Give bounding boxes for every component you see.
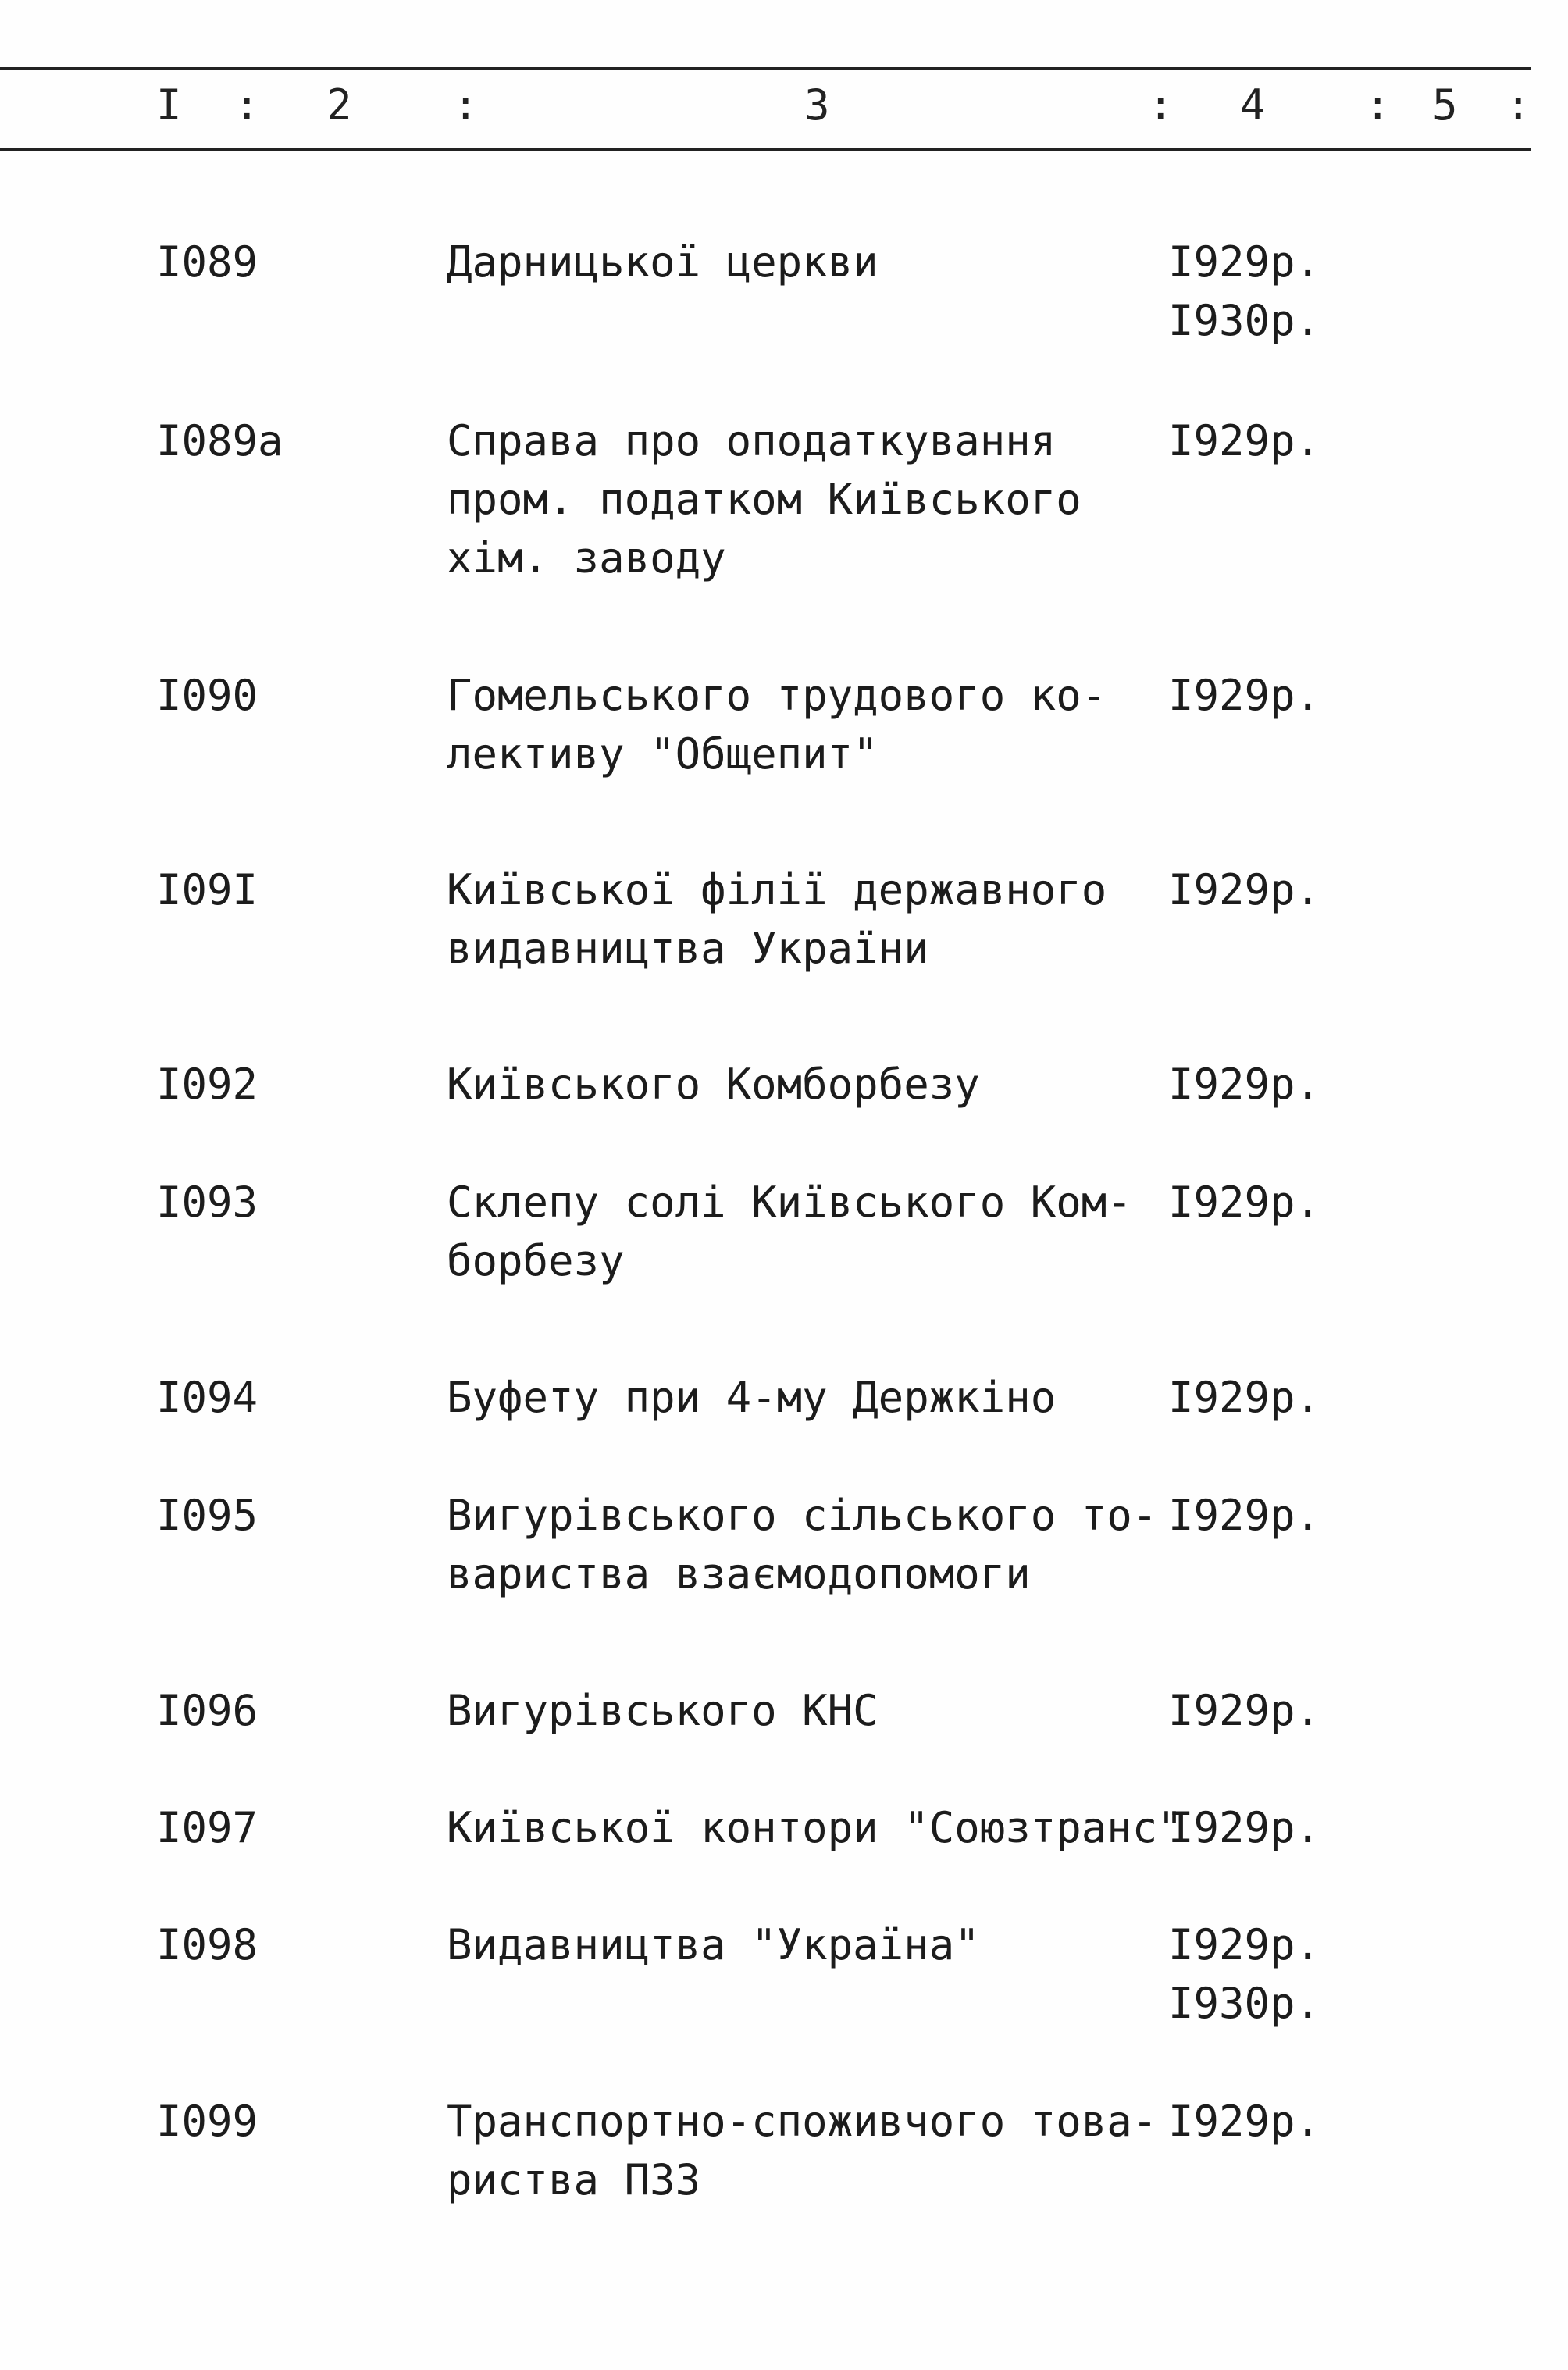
case-description: Вигурівського КНС xyxy=(447,1686,878,1735)
case-years: I929р. xyxy=(1168,1060,1321,1109)
header-separator-5: : xyxy=(1506,80,1531,130)
case-number: I09I xyxy=(156,865,258,914)
header-separator-1: : xyxy=(234,80,260,130)
case-description: Вигурівського сільського то- вариства взаємодопомоги xyxy=(447,1491,1158,1598)
case-description: Видавництва "Україна" xyxy=(447,1920,980,1969)
case-years: I929р. xyxy=(1168,2097,1321,2146)
header-separator-4: : xyxy=(1365,80,1391,130)
case-years: I929р. xyxy=(1168,416,1321,465)
header-column-5: 5 xyxy=(1432,80,1458,130)
case-years: I929р. xyxy=(1168,1178,1321,1227)
case-number: I095 xyxy=(156,1491,258,1540)
case-description: Буфету при 4-му Держкіно xyxy=(447,1373,1057,1422)
case-description: Київської філії державного видавництва України xyxy=(447,865,1107,973)
case-description: Київського Комборбезу xyxy=(447,1060,980,1109)
header-separator-2: : xyxy=(453,80,479,130)
header-column-4: 4 xyxy=(1240,80,1266,130)
case-description: Справа про оподаткування пром. податком Київського хім. заводу xyxy=(447,416,1082,583)
case-description: Київської контори "Союзтранс" xyxy=(447,1803,1183,1852)
case-description: Дарницької церкви xyxy=(447,237,878,287)
case-years: I929р. xyxy=(1168,1373,1321,1422)
case-number: I099 xyxy=(156,2097,258,2146)
case-description: Склепу солі Київського Ком- борбезу xyxy=(447,1178,1132,1285)
case-number: I089 xyxy=(156,237,258,287)
case-years: I929р. xyxy=(1168,671,1321,720)
case-number: I089а xyxy=(156,416,283,465)
header-top-rule xyxy=(0,67,1531,70)
case-years: I929р. xyxy=(1168,1686,1321,1735)
case-number: I090 xyxy=(156,671,258,720)
case-years: I929р. I930р. xyxy=(1168,1920,1321,2028)
header-column-2: 2 xyxy=(326,80,352,130)
case-number: I093 xyxy=(156,1178,258,1227)
header-bottom-rule xyxy=(0,148,1531,151)
case-years: I929р. I930р. xyxy=(1168,237,1321,345)
case-years: I929р. xyxy=(1168,1803,1321,1852)
case-description: Гомельського трудового ко- лективу "Общепит" xyxy=(447,671,1107,779)
case-years: I929р. xyxy=(1168,1491,1321,1540)
case-description: Транспортно-споживчого това- риства ПЗЗ xyxy=(447,2097,1158,2204)
case-number: I092 xyxy=(156,1060,258,1109)
case-number: I097 xyxy=(156,1803,258,1852)
header-separator-3: : xyxy=(1148,80,1174,130)
case-number: I096 xyxy=(156,1686,258,1735)
case-number: I094 xyxy=(156,1373,258,1422)
header-column-1: I xyxy=(156,80,182,130)
case-years: I929р. xyxy=(1168,865,1321,914)
case-number: I098 xyxy=(156,1920,258,1969)
header-column-3: 3 xyxy=(804,80,830,130)
